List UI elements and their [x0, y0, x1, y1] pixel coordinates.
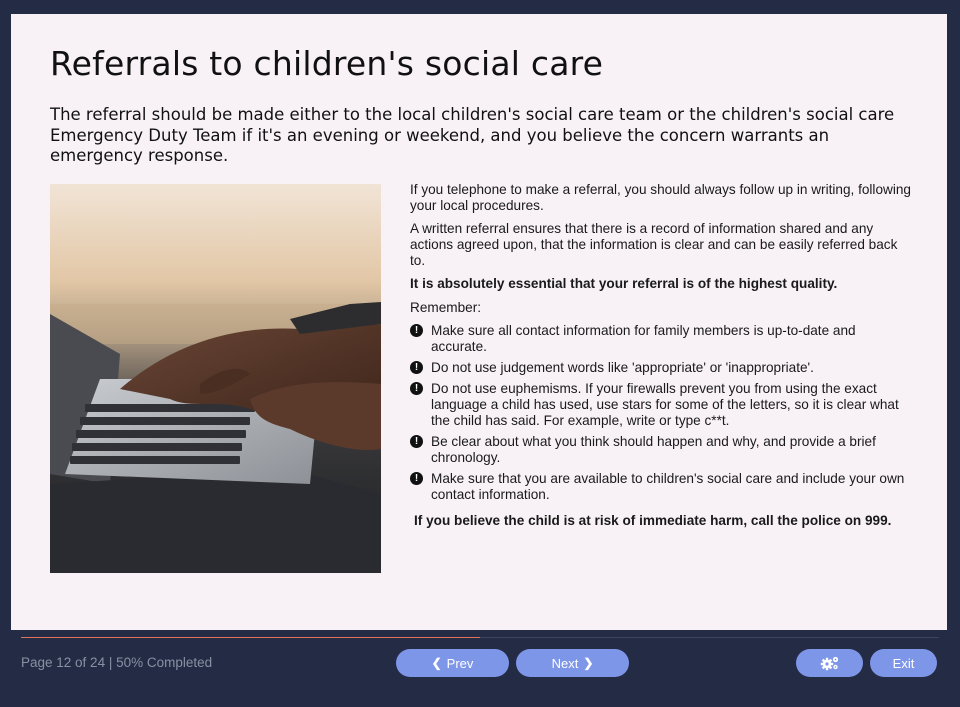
intro-text: The referral should be made either to the local children's social care team or the children's social care Emergency Duty Team if it's an evening or weekend, and you believe the concern warrants an emergency response.: [50, 105, 895, 165]
list-item: ! Make sure that you are available to children's social care and include your own contact information.: [410, 471, 915, 503]
prev-label: Prev: [446, 655, 474, 671]
warning-text: If you believe the child is at risk of immediate harm, call the police on 999.: [414, 513, 892, 528]
list-item: ! Do not use judgement words like 'appropriate' or 'inappropriate'.: [410, 360, 915, 376]
page-title: Referrals to children's social care: [50, 44, 604, 83]
page-status: Page 12 of 24 | 50% Completed: [21, 655, 213, 670]
reminder-list: [410, 323, 915, 503]
exclamation-circle-icon: !: [410, 361, 423, 374]
exclamation-circle-icon: !: [410, 324, 423, 337]
content-column: [410, 182, 915, 529]
exit-label: Exit: [892, 655, 915, 671]
chevron-right-icon: ❯: [583, 656, 594, 670]
list-item: ! Make sure all contact information for family members is up-to-date and accurate.: [410, 323, 915, 355]
paragraph-telephone: If you telephone to make a referral, you should always follow up in writing, following your local procedures.: [410, 182, 911, 213]
chevron-left-icon: ❮: [431, 656, 442, 670]
progress-bar: [21, 637, 939, 638]
exit-button[interactable]: [870, 649, 937, 677]
laptop-photo: [50, 184, 381, 573]
exclamation-circle-icon: !: [410, 382, 423, 395]
list-item: ! Be clear about what you think should happen and why, and provide a brief chronology.: [410, 434, 915, 466]
paragraph-written: A written referral ensures that there is a record of information shared and any actions agreed upon, that the information is clear and can be easily referred back to.: [410, 221, 898, 268]
list-item: ! Do not use euphemisms. If your firewalls prevent you from using the exact language a child has used, use stars for some of the letters, so it is clear what the child has said. For example, write or type c**t.: [410, 381, 915, 429]
emphasis-text: It is absolutely essential that your referral is of the highest quality.: [410, 276, 838, 291]
next-label: Next: [551, 655, 579, 671]
content-card: [11, 14, 947, 630]
progress-fill: [21, 637, 480, 638]
exclamation-circle-icon: !: [410, 435, 423, 448]
next-button[interactable]: [516, 649, 629, 677]
gears-icon: [820, 655, 840, 671]
prev-button[interactable]: [396, 649, 509, 677]
remember-label: Remember:: [410, 300, 482, 315]
settings-button[interactable]: [796, 649, 863, 677]
exclamation-circle-icon: !: [410, 472, 423, 485]
